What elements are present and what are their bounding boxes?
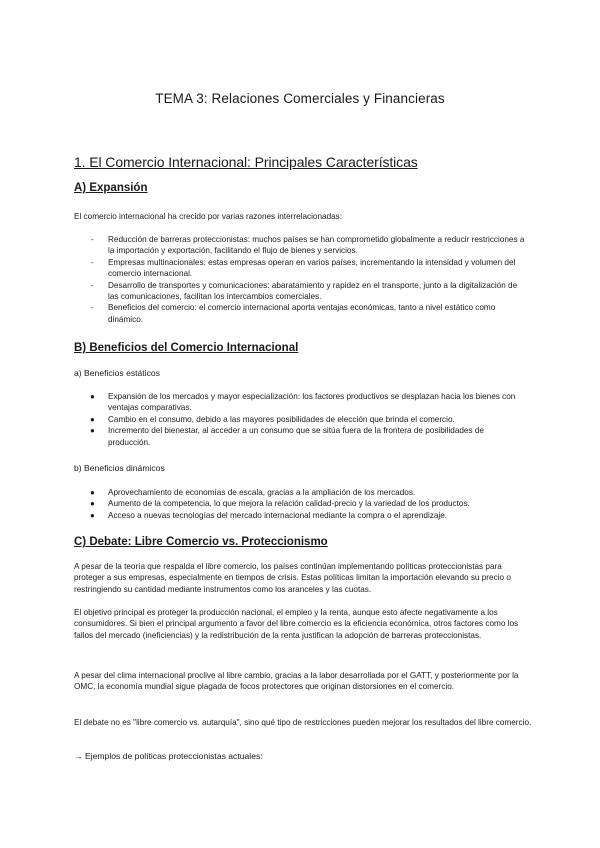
list-item: ● Incremento del bienestar, al acceder a un consumo que se sitúa fuera de la frontera de posibilidades de producción. [90, 426, 484, 447]
list-item: ● Aprovechamiento de economías de escala, gracias a la ampliación de los mercados. [90, 488, 416, 497]
paragraph: El debate no es "libre comercio vs. autarquía", sino qué tipo de restricciones pueden mejorar los resultados del libre comercio. [74, 718, 532, 727]
paragraph: A pesar del clima internacional proclive al libre cambio, gracias a la labor desarrollada por el GATT, y posteriormente por la OMC, la economía mundial sigue plagada de focos protectores que originan distorsiones en el comercio. [74, 671, 519, 692]
bullet-marker: ● [90, 488, 95, 497]
section-a-heading: A) Expansión [74, 182, 148, 194]
bullet-marker: ● [90, 414, 95, 424]
dash-marker: - [91, 235, 94, 244]
list-item: - Beneficios del comercio: el comercio internacional aporta ventajas económicas, tanto a nivel estático como dinámico. [91, 303, 496, 324]
list-item: ● Cambio en el consumo, debido a las mayores posibilidades de elección que brinda el comercio. [90, 414, 455, 424]
bullet-marker: ● [90, 392, 95, 401]
list-item: - Desarrollo de transportes y comunicaciones: abaratamiento y rapidez en el transporte, junto a la digitalización de las comunicaciones, facilitan los intercambios comerciales. [91, 280, 518, 302]
section-b-heading: B) Beneficios del Comercio Internacional [74, 342, 299, 354]
dash-marker: - [91, 280, 94, 290]
bullet-marker: ● [90, 499, 95, 509]
static-benefits-list [0, 391, 528, 448]
section-c-heading: C) Debate: Libre Comercio vs. Proteccionismo [74, 536, 328, 548]
list-item: ● Aumento de la competencia, lo que mejora la relación calidad-precio y la variedad de los productos. [90, 499, 470, 509]
section-1-heading: 1. El Comercio Internacional: Principales Características [74, 154, 418, 170]
list-item: ● Expansión de los mercados y mayor especialización: los factores productivos se desplazan hacia los bienes con ventajas comparativas. [90, 392, 516, 413]
examples-label: → Ejemplos de políticas proteccionistas actuales: [74, 751, 263, 761]
section-a-list [0, 234, 528, 325]
dynamic-benefits-label: b) Beneficios dinámicos [74, 463, 165, 473]
section-a-intro: El comercio internacional ha crecido por varias razones interrelacionadas: [74, 212, 343, 221]
paragraph: El objetivo principal es proteger la producción nacional, el empleo y la renta, aunque esto afecte negativamente a los consumidores. Si bien el principal argumento a favor del libre comercio es la eficiencia económica, otros factores como los fallos del mercado (ineficiencias) y la redistribución de la renta justifican la adopción de barreras proteccionistas. [74, 608, 519, 640]
dash-marker: - [91, 303, 94, 313]
dynamic-benefits-list [0, 487, 528, 521]
paragraph: A pesar de la teoría que respalda el libre comercio, los países continúan implementando políticas proteccionistas para proteger a sus empresas, especialmente en tiempos de crisis. Estas políticas limitan la importación elevando su precio o restringiendo su cantidad mediante instrumentos como los aranceles y las cuotas. [74, 562, 511, 594]
list-item: ● Acceso a nuevas tecnologías del mercado internacional mediante la compra o el aprendizaje. [90, 510, 448, 520]
bullet-marker: ● [90, 510, 95, 520]
static-benefits-label: a) Beneficios estáticos [74, 368, 160, 378]
list-item: - Reducción de barreras proteccionistas: muchos países se han comprometido globalmente a reducir restricciones a la importación y exportación, facilitando el flujo de bienes y servicios. [91, 235, 525, 256]
document-title: TEMA 3: Relaciones Comerciales y Financieras [155, 91, 445, 106]
dash-marker: - [91, 257, 94, 267]
list-item: - Empresas multinacionales: estas empresas operan en varios países, incrementando la intensidad y volumen del comercio internacional. [91, 257, 516, 279]
bullet-marker: ● [90, 426, 95, 436]
